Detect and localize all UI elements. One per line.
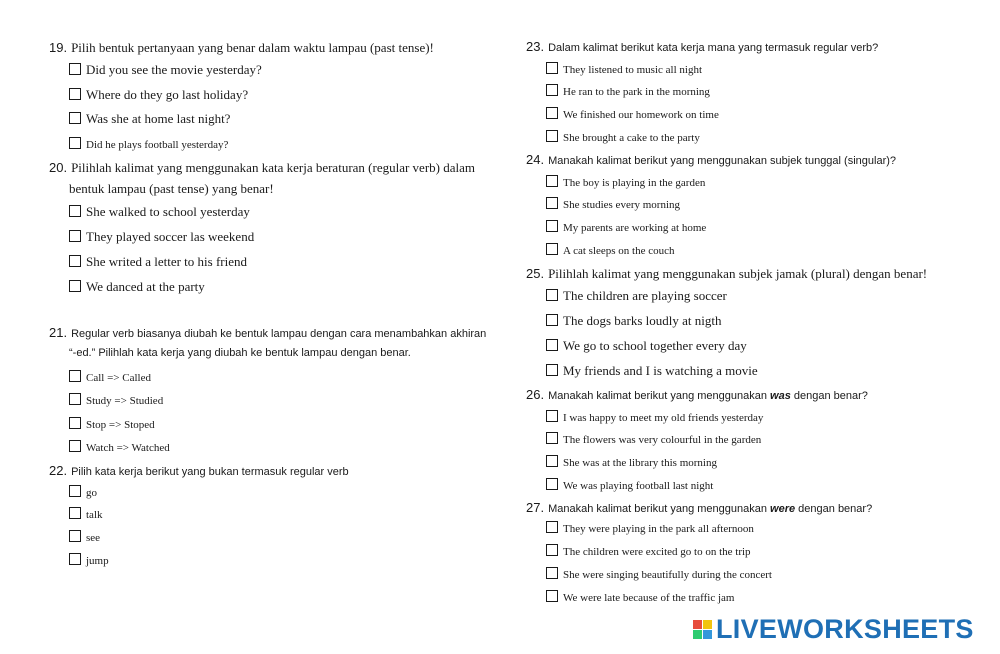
checkbox[interactable] xyxy=(546,130,558,142)
q22-option-3[interactable]: see xyxy=(69,530,100,544)
q27-option-2[interactable]: The children were excited go to on the trip xyxy=(546,544,751,558)
checkbox[interactable] xyxy=(546,220,558,232)
q23-option-1[interactable]: They listened to music all night xyxy=(546,62,702,76)
q22-option-4[interactable]: jump xyxy=(69,553,109,567)
checkbox[interactable] xyxy=(546,107,558,119)
q25-option-1[interactable]: The children are playing soccer xyxy=(546,288,727,304)
question-text: Manakah kalimat berikut yang menggunakan subjek tunggal (singular)? xyxy=(548,155,897,167)
q21-option-2[interactable]: Study => Studied xyxy=(69,393,163,407)
checkbox[interactable] xyxy=(546,197,558,209)
q24-option-2[interactable]: She studies every morning xyxy=(546,197,680,211)
checkbox[interactable] xyxy=(546,84,558,96)
checkbox[interactable] xyxy=(69,485,81,497)
q25-option-2[interactable]: The dogs barks loudly at nigth xyxy=(546,313,722,329)
q23-option-2[interactable]: He ran to the park in the morning xyxy=(546,84,710,98)
question-number: 21. xyxy=(49,325,68,340)
checkbox[interactable] xyxy=(69,417,81,429)
q21-option-4[interactable]: Watch => Watched xyxy=(69,440,170,454)
q23-stem xyxy=(526,38,878,56)
checkbox[interactable] xyxy=(69,137,81,149)
q27-option-1[interactable]: They were playing in the park all afternoon xyxy=(546,521,754,535)
q19-option-3[interactable]: Was she at home last night? xyxy=(69,111,230,127)
q26-option-1[interactable]: I was happy to meet my old friends yesterday xyxy=(546,410,763,424)
question-text: Regular verb biasanya diubah ke bentuk lampau dengan cara menambahkan akhiran xyxy=(71,328,487,340)
question-number: 24. xyxy=(526,152,545,167)
q23-option-3[interactable]: We finished our homework on time xyxy=(546,107,719,121)
q21-option-3[interactable]: Stop => Stoped xyxy=(69,417,155,431)
question-number: 27. xyxy=(526,500,545,515)
q20-stem-line2: bentuk lampau (past tense) yang benar! xyxy=(69,181,274,196)
checkbox[interactable] xyxy=(546,289,558,301)
checkbox[interactable] xyxy=(69,370,81,382)
checkbox[interactable] xyxy=(546,478,558,490)
liveworksheets-logo[interactable] xyxy=(693,614,974,645)
logo-blocks-icon xyxy=(693,620,712,639)
q20-stem xyxy=(49,159,475,177)
question-number: 25. xyxy=(526,266,545,281)
question-number: 26. xyxy=(526,387,545,402)
q27-option-4[interactable]: We were late because of the traffic jam xyxy=(546,590,734,604)
checkbox[interactable] xyxy=(69,230,81,242)
checkbox[interactable] xyxy=(69,530,81,542)
checkbox[interactable] xyxy=(69,205,81,217)
q24-option-3[interactable]: My parents are working at home xyxy=(546,220,706,234)
question-text: Manakah kalimat berikut yang menggunakan was dengan benar? xyxy=(548,390,868,402)
checkbox[interactable] xyxy=(546,243,558,255)
q23-option-4[interactable]: She brought a cake to the party xyxy=(546,130,700,144)
emphasized-word: were xyxy=(770,503,796,515)
q27-stem xyxy=(526,499,872,517)
q19-option-2[interactable]: Where do they go last holiday? xyxy=(69,87,248,103)
q24-option-1[interactable]: The boy is playing in the garden xyxy=(546,175,705,189)
question-number: 20. xyxy=(49,160,68,175)
q26-option-3[interactable]: She was at the library this morning xyxy=(546,455,717,469)
q20-option-4[interactable]: We danced at the party xyxy=(69,279,205,295)
checkbox[interactable] xyxy=(69,553,81,565)
checkbox[interactable] xyxy=(69,440,81,452)
question-text: Pilihlah kalimat yang menggunakan subjek jamak (plural) dengan benar! xyxy=(548,266,928,281)
checkbox[interactable] xyxy=(69,88,81,100)
q20-option-3[interactable]: She writed a letter to his friend xyxy=(69,254,247,270)
q26-option-2[interactable]: The flowers was very colourful in the garden xyxy=(546,432,761,446)
checkbox[interactable] xyxy=(69,280,81,292)
checkbox[interactable] xyxy=(69,255,81,267)
question-text: Pilih kata kerja berikut yang bukan termasuk regular verb xyxy=(71,466,349,478)
q25-stem xyxy=(526,265,927,283)
question-text: Pilihlah kalimat yang menggunakan kata kerja beraturan (regular verb) dalam xyxy=(71,160,475,175)
q21-stem-line2: “-ed.” Pilihlah kata kerja yang diubah ke bentuk lampau dengan benar. xyxy=(69,347,411,359)
q25-option-4[interactable]: My friends and I is watching a movie xyxy=(546,363,758,379)
checkbox[interactable] xyxy=(546,339,558,351)
q24-option-4[interactable]: A cat sleeps on the couch xyxy=(546,243,675,257)
checkbox[interactable] xyxy=(69,393,81,405)
q22-option-2[interactable]: talk xyxy=(69,507,103,521)
question-text: Pilih bentuk pertanyaan yang benar dalam waktu lampau (past tense)! xyxy=(71,40,434,55)
checkbox[interactable] xyxy=(546,175,558,187)
question-text: Manakah kalimat berikut yang menggunakan were dengan benar? xyxy=(548,503,873,515)
q27-option-3[interactable]: She were singing beautifully during the concert xyxy=(546,567,772,581)
q19-option-4[interactable]: Did he plays football yesterday? xyxy=(69,137,228,151)
q25-option-3[interactable]: We go to school together every day xyxy=(546,338,747,354)
q20-option-1[interactable]: She walked to school yesterday xyxy=(69,204,250,220)
q21-stem xyxy=(49,324,486,342)
checkbox[interactable] xyxy=(546,410,558,422)
q19-stem xyxy=(49,39,434,57)
checkbox[interactable] xyxy=(69,112,81,124)
checkbox[interactable] xyxy=(546,567,558,579)
q26-stem xyxy=(526,386,868,404)
checkbox[interactable] xyxy=(546,590,558,602)
emphasized-word: was xyxy=(770,390,791,402)
checkbox[interactable] xyxy=(546,521,558,533)
q24-stem xyxy=(526,151,896,169)
checkbox[interactable] xyxy=(546,455,558,467)
q26-option-4[interactable]: We was playing football last night xyxy=(546,478,713,492)
checkbox[interactable] xyxy=(69,63,81,75)
checkbox[interactable] xyxy=(546,364,558,376)
q22-stem xyxy=(49,462,349,480)
q20-option-2[interactable]: They played soccer las weekend xyxy=(69,229,254,245)
question-number: 22. xyxy=(49,463,68,478)
q19-option-1[interactable]: Did you see the movie yesterday? xyxy=(69,62,262,78)
q22-option-1[interactable]: go xyxy=(69,485,97,499)
checkbox[interactable] xyxy=(546,62,558,74)
question-number: 23. xyxy=(526,39,545,54)
q21-option-1[interactable]: Call => Called xyxy=(69,370,151,384)
checkbox[interactable] xyxy=(546,314,558,326)
checkbox[interactable] xyxy=(546,432,558,444)
checkbox[interactable] xyxy=(69,507,81,519)
checkbox[interactable] xyxy=(546,544,558,556)
question-text: Dalam kalimat berikut kata kerja mana yang termasuk regular verb? xyxy=(548,42,879,54)
logo-text: LIVEWORKSHEETS xyxy=(716,614,974,644)
question-number: 19. xyxy=(49,40,68,55)
